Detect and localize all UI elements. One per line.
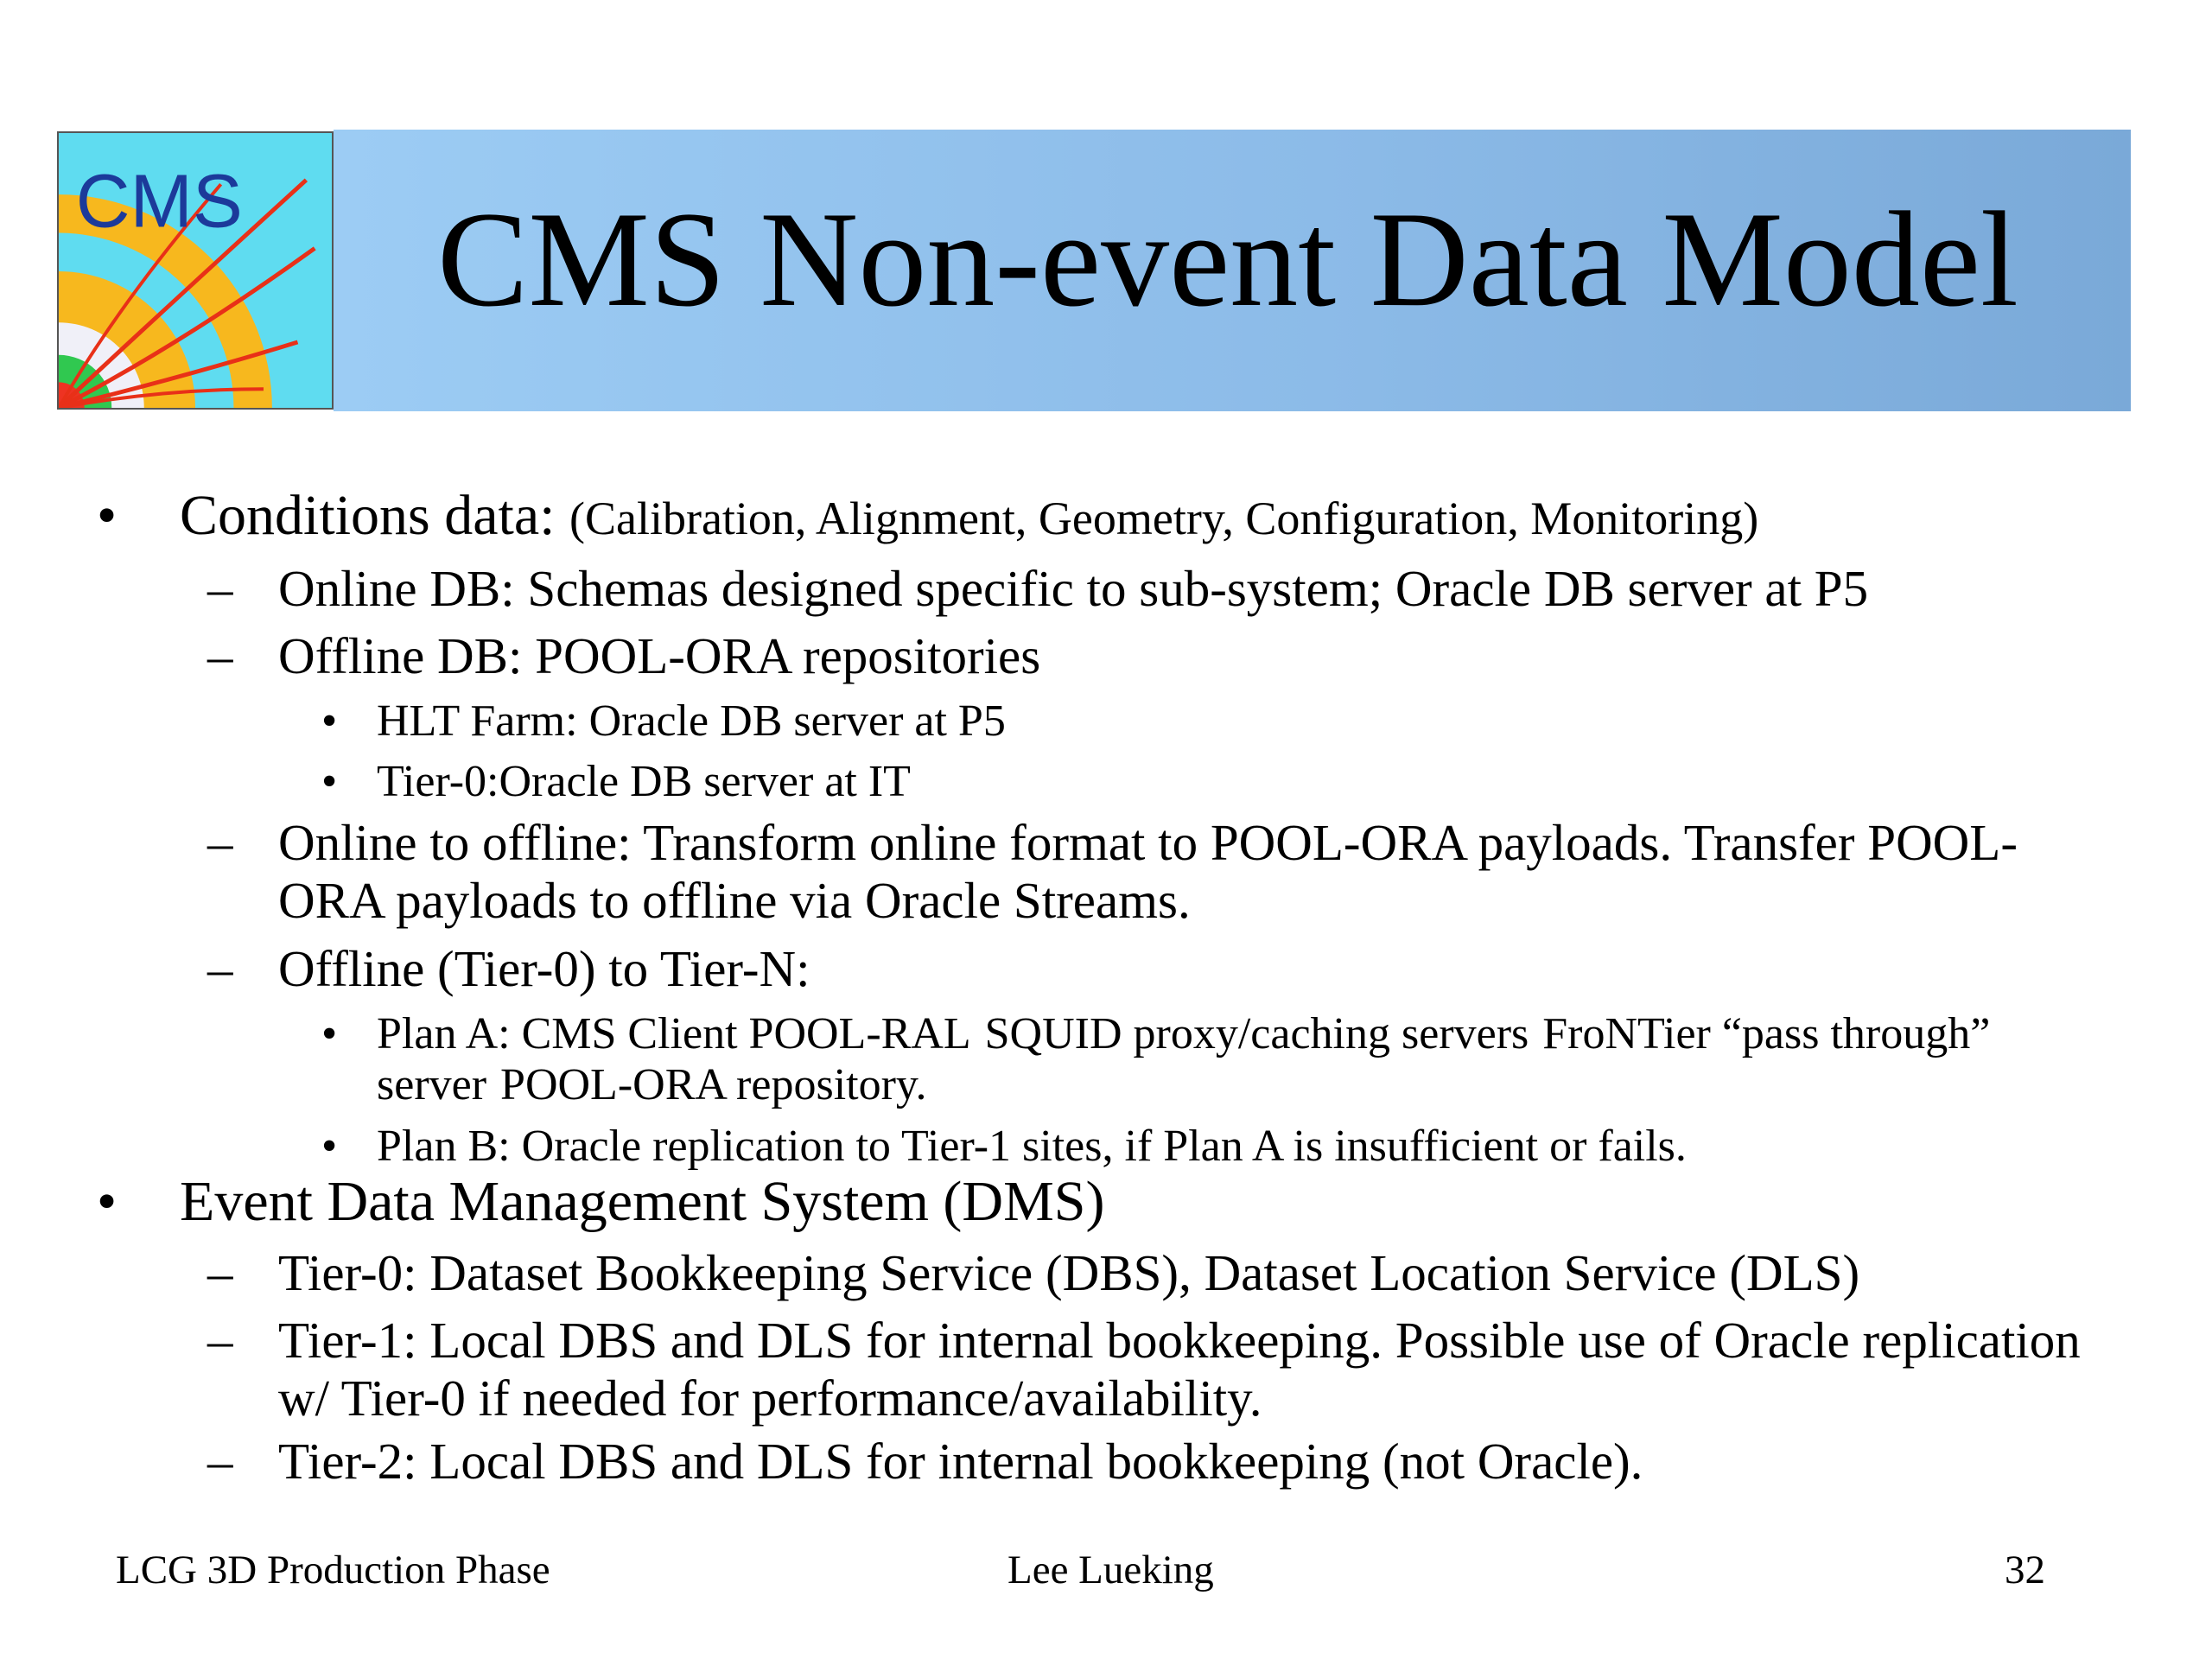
bullet-marker: • bbox=[97, 1170, 118, 1233]
sub-item-text: Offline (Tier-0) to Tier-N: bbox=[278, 940, 810, 997]
sub-item-text: Tier-0: Dataset Bookkeeping Service (DBS), Dataset Location Service (DLS) bbox=[278, 1244, 1860, 1301]
sub-sub-item-hlt-farm bbox=[321, 696, 2105, 747]
bullet-event-dms bbox=[97, 1170, 2167, 1235]
dash-marker: – bbox=[207, 940, 233, 997]
sub-sub-item-plan-a bbox=[321, 1009, 2105, 1111]
dash-marker: – bbox=[207, 814, 233, 871]
sub-item-offline-to-tiern bbox=[207, 940, 2119, 998]
bullet-marker: • bbox=[321, 696, 338, 746]
plan-a-part-3: FroNTier “pass through” server bbox=[377, 1009, 1991, 1109]
sub-item-text: Tier-2: Local DBS and DLS for internal bookkeeping (not Oracle). bbox=[278, 1433, 1643, 1490]
dash-marker: – bbox=[207, 1312, 233, 1369]
sub-sub-item-tier0 bbox=[321, 757, 2105, 808]
sub-item-tier1 bbox=[207, 1312, 2119, 1427]
dash-marker: – bbox=[207, 627, 233, 684]
bullet-marker: • bbox=[321, 1122, 338, 1171]
bullet-label: Event Data Management System (DMS) bbox=[180, 1170, 1105, 1233]
bullet-marker: • bbox=[321, 757, 338, 806]
footer-page-number: 32 bbox=[2005, 1548, 2045, 1592]
sub-item-text: Tier-1: Local DBS and DLS for internal bookkeeping. Possible use of Oracle replication w/ Tier-0 if needed for performance/availability. bbox=[278, 1312, 2081, 1427]
sub-item-tier2 bbox=[207, 1433, 2119, 1491]
dash-marker: – bbox=[207, 1244, 233, 1301]
dash-marker: – bbox=[207, 560, 233, 617]
plan-a-part-4: POOL-ORA repository. bbox=[500, 1059, 927, 1109]
sub-item-text: Online to offline: Transform online format to POOL-ORA payloads. Transfer POOL-ORA payloads to offline via Oracle Streams. bbox=[278, 814, 2018, 929]
bullet-conditions-data bbox=[97, 484, 2167, 549]
bullet-parenthetical: (Calibration, Alignment, Geometry, Configuration, Monitoring) bbox=[569, 493, 1759, 544]
sub-sub-item-text: Plan B: Oracle replication to Tier-1 sites, if Plan A is insufficient or fails. bbox=[377, 1122, 1687, 1171]
bullet-marker: • bbox=[321, 1009, 338, 1058]
cms-logo bbox=[57, 131, 334, 410]
sub-sub-item-text: HLT Farm: Oracle DB server at P5 bbox=[377, 696, 1006, 746]
sub-item-text: Online DB: Schemas designed specific to sub-system; Oracle DB server at P5 bbox=[278, 560, 1869, 617]
sub-item-offline-db bbox=[207, 627, 2119, 685]
cms-logo-text: CMS bbox=[75, 159, 243, 244]
sub-item-text: Offline DB: POOL-ORA repositories bbox=[278, 627, 1041, 684]
plan-a-part-1: Plan A: CMS Client POOL-RAL bbox=[377, 1009, 971, 1058]
slide-title: CMS Non-event Data Model bbox=[437, 184, 2018, 335]
dash-marker: – bbox=[207, 1433, 233, 1490]
sub-sub-item-plan-b bbox=[321, 1122, 2105, 1173]
footer-author: Lee Lueking bbox=[1007, 1548, 1214, 1592]
cms-logo-graphic bbox=[59, 133, 332, 408]
sub-item-online-db bbox=[207, 560, 2119, 618]
sub-item-online-to-offline bbox=[207, 814, 2119, 929]
sub-item-tier0-dbs bbox=[207, 1244, 2119, 1302]
title-bar bbox=[334, 130, 2131, 411]
footer-left: LCG 3D Production Phase bbox=[116, 1548, 550, 1592]
bullet-marker: • bbox=[97, 484, 118, 547]
sub-sub-item-text: Tier-0:Oracle DB server at IT bbox=[377, 757, 911, 806]
bullet-label: Conditions data: bbox=[180, 484, 569, 547]
plan-a-part-2: SQUID proxy/caching servers bbox=[984, 1009, 1529, 1058]
